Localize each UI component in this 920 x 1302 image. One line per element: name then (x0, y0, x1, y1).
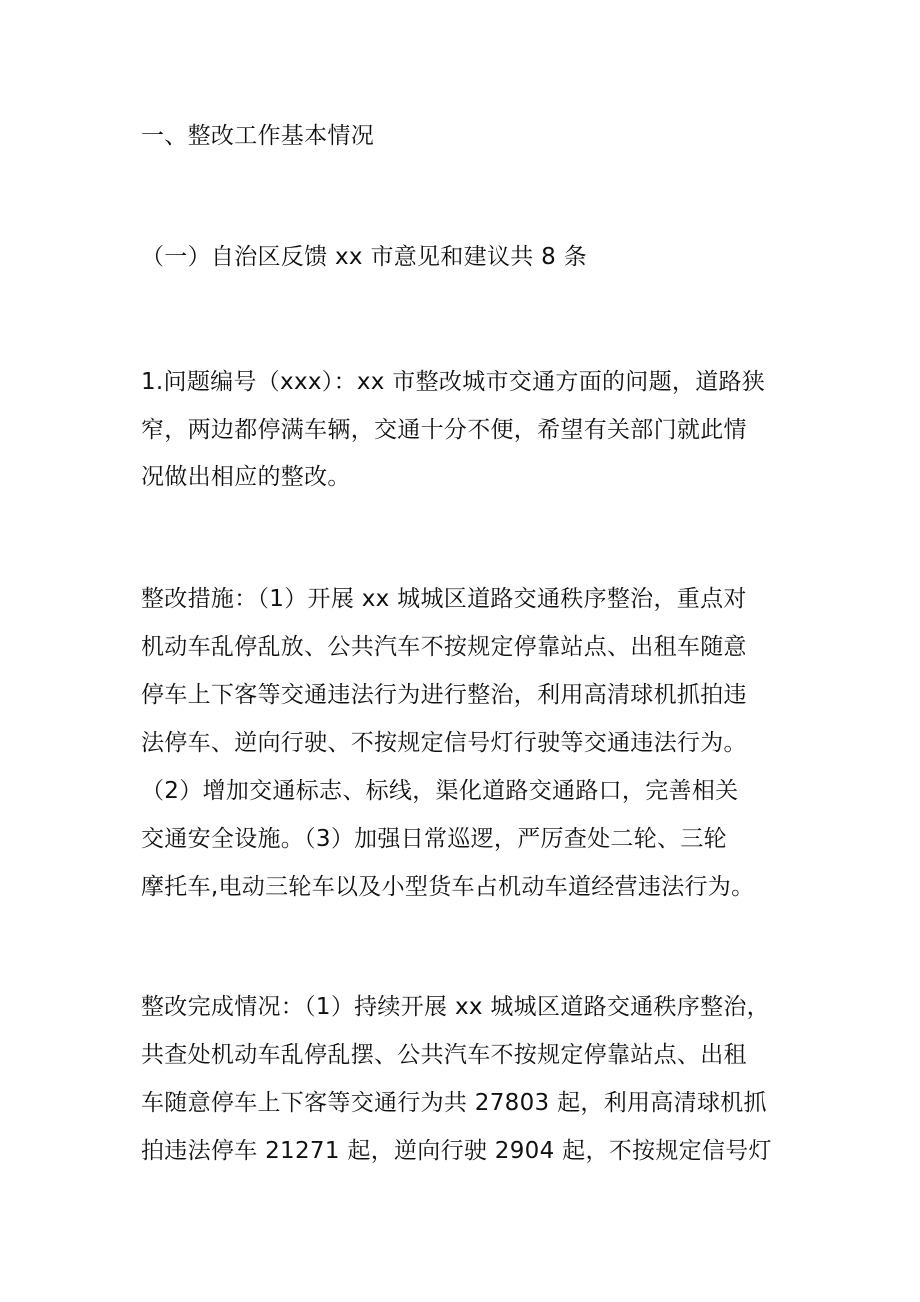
paragraph-line: （2）增加交通标志、标线，渠化道路交通路口，完善相关 (141, 778, 739, 804)
paragraph-line: 交通安全设施。（3）加强日常巡逻，严厉查处二轮、三轮 (141, 826, 727, 852)
paragraph-line: 拍违法停车 21271 起，逆向行驶 2904 起，不按规定信号灯 (141, 1138, 772, 1164)
paragraph-line: 整改措施：（1）开展 xx 城城区道路交通秩序整治，重点对 (141, 586, 747, 612)
paragraph-line: 机动车乱停乱放、公共汽车不按规定停靠站点、出租车随意 (141, 634, 747, 660)
section-heading: 一、整改工作基本情况 (141, 123, 374, 149)
paragraph-line: 停车上下客等交通违法行为进行整治，利用高清球机抓拍违 (141, 682, 747, 708)
paragraph-line: 况做出相应的整改。 (141, 464, 351, 490)
paragraph-line: 窄，两边都停满车辆，交通十分不便，希望有关部门就此情 (141, 417, 747, 443)
paragraph-line: 1.问题编号（xxx）：xx 市整改城市交通方面的问题，道路狭 (141, 369, 766, 395)
paragraph-line: 整改完成情况：（1）持续开展 xx 城城区道路交通秩序整治， (141, 994, 770, 1020)
subsection-heading: （一）自治区反馈 xx 市意见和建议共 8 条 (141, 244, 587, 270)
paragraph-line: 法停车、逆向行驶、不按规定信号灯行驶等交通违法行为。 (141, 730, 747, 756)
paragraph-line: 车随意停车上下客等交通行为共 27803 起，利用高清球机抓 (141, 1090, 767, 1116)
paragraph-line: 共查处机动车乱停乱摆、公共汽车不按规定停靠站点、出租 (141, 1042, 747, 1068)
paragraph-line: 摩托车,电动三轮车以及小型货车占机动车道经营违法行为。 (141, 874, 755, 900)
